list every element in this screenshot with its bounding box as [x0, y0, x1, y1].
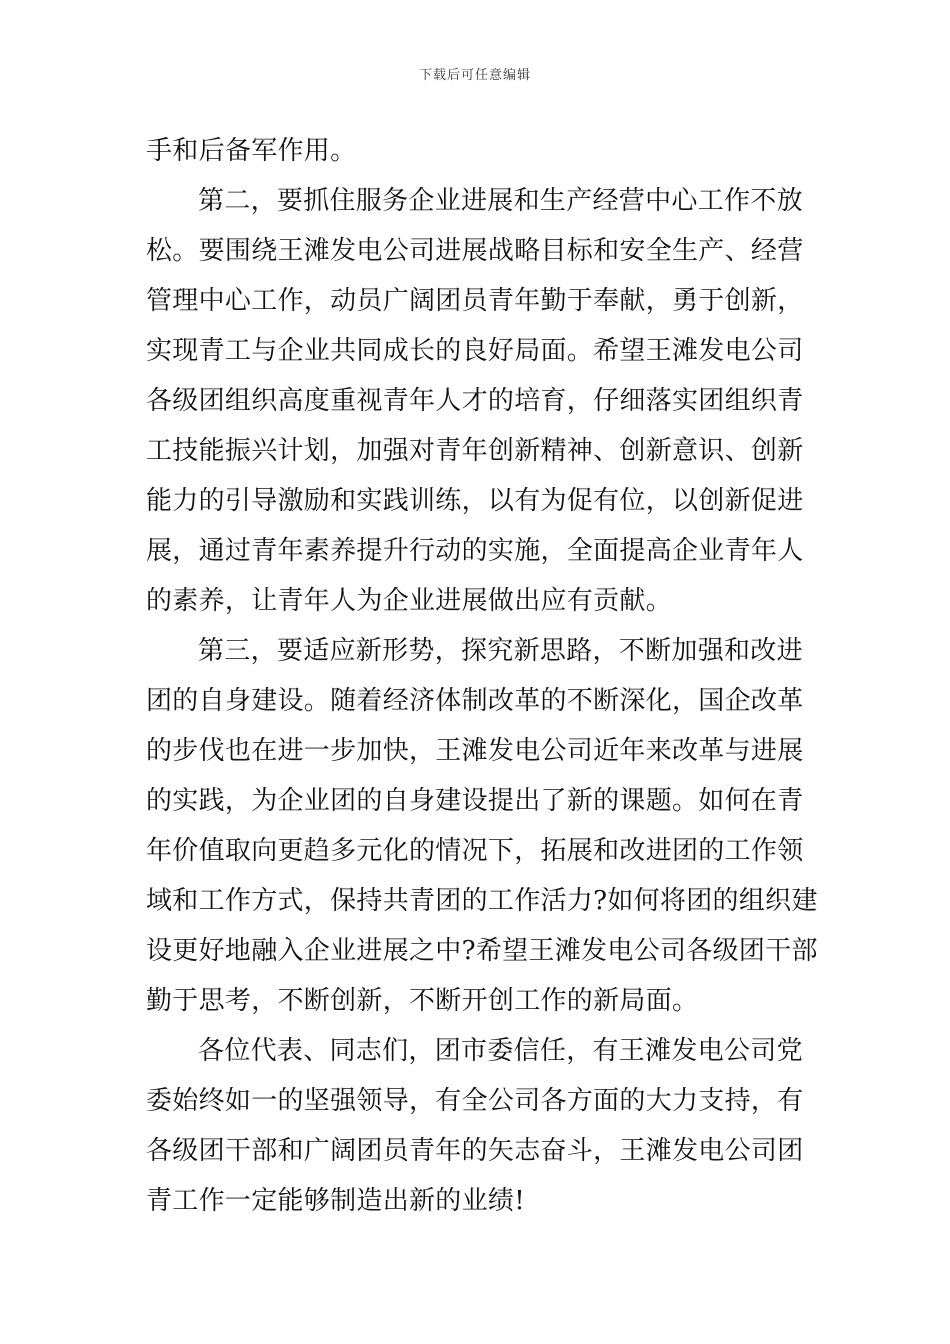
- text-line: 手和后备军作用。: [146, 136, 357, 166]
- text-line: 展，通过青年素养提升行动的实施，全面提高企业青年人: [146, 536, 804, 566]
- text-line: 实现青工与企业共同成长的良好局面。希望王滩发电公司: [146, 336, 804, 366]
- text-line: 的步伐也在进一步加快，王滩发电公司近年来改革与进展: [146, 736, 804, 766]
- text-line: 域和工作方式，保持共青团的工作活力?如何将团的组织建: [146, 886, 818, 916]
- text-line: 委始终如一的坚强领导，有全公司各方面的大力支持，有: [146, 1086, 804, 1116]
- paragraph-start-line: 第二，要抓住服务企业进展和生产经营中心工作不放: [198, 186, 803, 216]
- text-line: 团的自身建设。随着经济体制改革的不断深化，国企改革: [146, 686, 804, 716]
- text-line: 管理中心工作，动员广阔团员青年勤于奉献，勇于创新，: [146, 286, 804, 316]
- text-line: 各级团组织高度重视青年人才的培育，仔细落实团组织青: [146, 386, 804, 416]
- text-line: 工技能振兴计划，加强对青年创新精神、创新意识、创新: [146, 436, 804, 466]
- page-header: 下载后可任意编辑: [418, 68, 531, 83]
- text-line: 设更好地融入企业进展之中?希望王滩发电公司各级团干部: [146, 936, 818, 966]
- text-line: 勤于思考，不断创新，不断开创工作的新局面。: [146, 986, 699, 1016]
- text-line: 能力的引导激励和实践训练，以有为促有位，以创新促进: [146, 486, 804, 516]
- text-line: 各级团干部和广阔团员青年的矢志奋斗，王滩发电公司团: [146, 1136, 804, 1166]
- document-body: [146, 126, 818, 1226]
- text-line: 的素养，让青年人为企业进展做出应有贡献。: [146, 586, 673, 616]
- text-line: 的实践，为企业团的自身建设提出了新的课题。如何在青: [146, 786, 804, 816]
- paragraph-start-line: 第三，要适应新形势，探究新思路，不断加强和改进: [198, 636, 803, 666]
- text-line: 年价值取向更趋多元化的情况下，拓展和改进团的工作领: [146, 836, 804, 866]
- text-line: 青工作一定能够制造出新的业绩!: [146, 1186, 525, 1216]
- paragraph-start-line: 各位代表、同志们，团市委信任，有王滩发电公司党: [198, 1036, 803, 1066]
- text-line: 松。要围绕王滩发电公司进展战略目标和安全生产、经营: [146, 236, 804, 266]
